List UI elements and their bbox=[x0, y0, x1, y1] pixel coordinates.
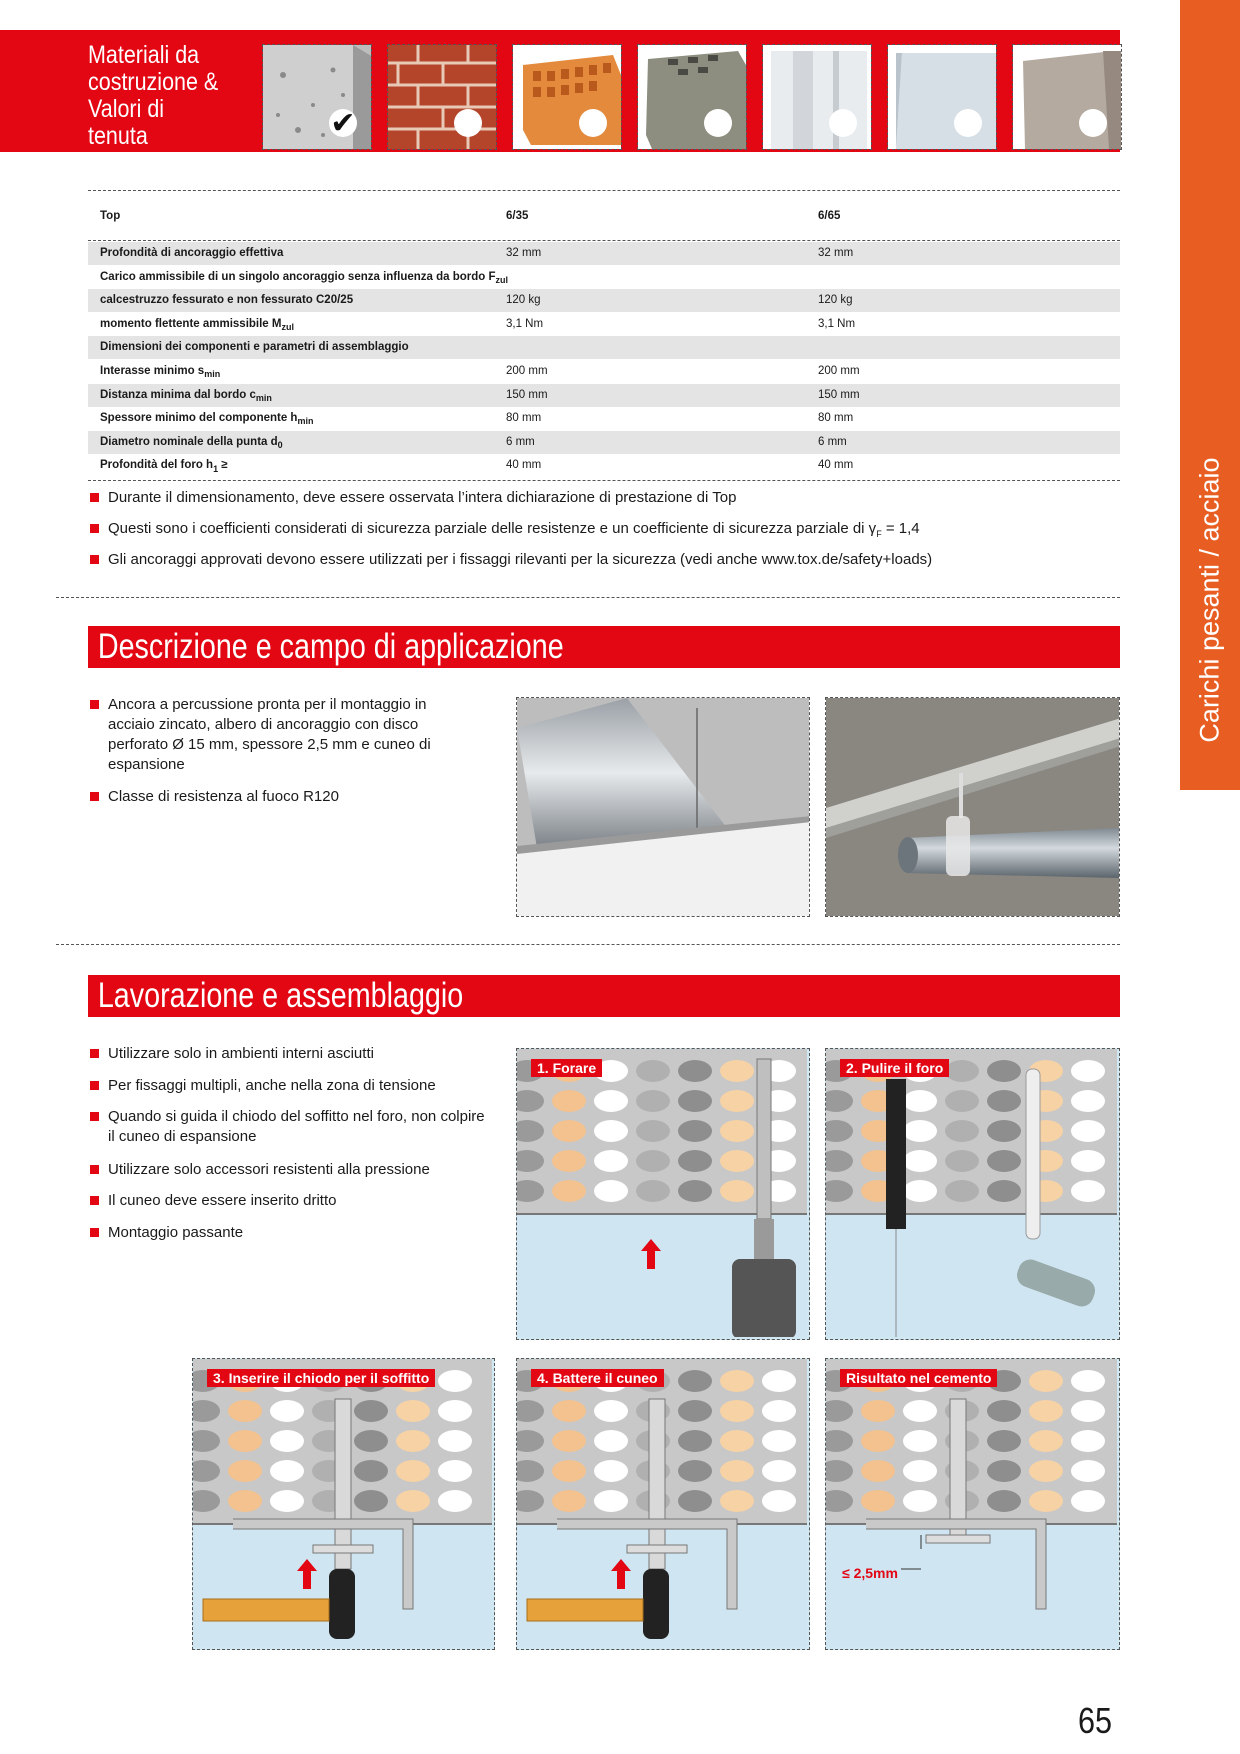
table-row bbox=[88, 384, 1120, 407]
table-cell: 150 mm bbox=[506, 388, 548, 401]
description-section-header bbox=[88, 626, 1120, 668]
table-top-divider bbox=[88, 190, 1120, 191]
table-cell: 3,1 Nm bbox=[818, 317, 856, 330]
table-row-label: calcestruzzo fessurato e non fessurato C20/25 bbox=[100, 294, 354, 307]
table-cell: 6 mm bbox=[818, 435, 847, 448]
step-label: 3. Inserire il chiodo per il soffitto bbox=[207, 1369, 435, 1387]
empty-circle-icon bbox=[954, 109, 982, 137]
table-header-product: Top bbox=[100, 210, 121, 222]
side-tab-label: Carichi pesanti / acciaio bbox=[1194, 457, 1225, 743]
title-line-2: costruzione & bbox=[88, 68, 219, 96]
material-tile-lightweight-block bbox=[637, 44, 747, 150]
processing-bullet bbox=[90, 1191, 490, 1213]
table-row-label: Profondità di ancoraggio effettiva bbox=[100, 247, 284, 259]
description-text: Classe di resistenza al fuoco R120 bbox=[108, 788, 339, 805]
bullet-square-icon bbox=[90, 1196, 99, 1205]
bullet-square-icon bbox=[90, 1165, 99, 1174]
concrete-image bbox=[263, 45, 372, 150]
table-row bbox=[88, 313, 1120, 336]
page-title bbox=[88, 42, 226, 150]
table-row-label: momento flettente ammissibile M bbox=[100, 317, 282, 330]
table-row-label: Interasse minimo s bbox=[100, 365, 205, 377]
processing-bullet bbox=[90, 1160, 490, 1182]
material-tile-brick bbox=[387, 44, 497, 150]
material-tile-aerated-concrete bbox=[1012, 44, 1122, 150]
bullet-square-icon bbox=[90, 792, 99, 801]
table-row-label-wrap: Interasse minimo $s_{min}$ bbox=[100, 365, 221, 380]
table-row-label-wrap bbox=[100, 336, 409, 362]
table-row-label: Spessore minimo del componente h bbox=[100, 412, 298, 425]
processing-text: Montaggio passante bbox=[108, 1224, 244, 1241]
material-tile-hollow-brick bbox=[512, 44, 622, 150]
clean-illustration bbox=[826, 1049, 1117, 1337]
table-cell: 40 mm bbox=[506, 459, 542, 472]
empty-circle-icon bbox=[829, 109, 857, 137]
note-text: Questi sono i coefficienti considerati di sicurezza parziale delle resistenze e un coefficiente di sicurezza parziale di $\gamma_F = 1,4$ bbox=[108, 520, 920, 539]
empty-circle-icon bbox=[1079, 109, 1107, 137]
table-row bbox=[88, 266, 1120, 289]
note-item bbox=[90, 519, 1120, 541]
bullet-square-icon bbox=[90, 1049, 99, 1058]
table-row-label-wrap: Carico ammissibile di un singolo ancoraggio senza influenza da bordo $F_{zul}$ bbox=[100, 270, 509, 285]
table-cell: 6 mm bbox=[506, 435, 535, 448]
drywall-image bbox=[763, 45, 872, 150]
table-cell: 80 mm bbox=[818, 412, 854, 425]
description-title: Descrizione e campo di applicazione bbox=[97, 627, 564, 666]
table-header bbox=[88, 205, 1120, 228]
processing-section-header bbox=[88, 975, 1120, 1017]
processing-bullet bbox=[90, 1076, 490, 1098]
processing-title: Lavorazione e assemblaggio bbox=[97, 976, 464, 1015]
table-row-label: Distanza minima dal bordo c bbox=[100, 388, 256, 401]
note-text: Durante il dimensionamento, deve essere osservata l’intera dichiarazione di prestazione di Top bbox=[108, 489, 737, 506]
table-row bbox=[88, 407, 1120, 430]
table-row bbox=[88, 289, 1120, 312]
table-cell: 200 mm bbox=[506, 365, 548, 377]
ceiling-pipe-photo bbox=[825, 697, 1120, 917]
table-header-col1: 6/35 bbox=[506, 210, 529, 222]
table-cell: 32 mm bbox=[506, 247, 542, 259]
step-label: 1. Forare bbox=[531, 1059, 602, 1077]
processing-text: Il cuneo deve essere inserito dritto bbox=[108, 1192, 337, 1209]
page-number: 65 bbox=[1078, 1700, 1113, 1741]
drill-illustration bbox=[517, 1049, 807, 1337]
table-cell: 3,1 Nm bbox=[506, 317, 544, 330]
table-row bbox=[88, 242, 1120, 265]
table-row-label-wrap: Distanza minima dal bordo $c_{min}$ bbox=[100, 388, 272, 403]
hollow-brick-image bbox=[513, 45, 622, 150]
ceiling-duct-photo bbox=[516, 697, 810, 917]
bullet-square-icon bbox=[90, 555, 99, 564]
table-cell: 150 mm bbox=[818, 388, 860, 401]
table-cell: 80 mm bbox=[506, 412, 542, 425]
insert-illustration bbox=[193, 1359, 492, 1647]
processing-text: Per fissaggi multipli, anche nella zona di tensione bbox=[108, 1077, 436, 1094]
table-cell: 200 mm bbox=[818, 365, 860, 377]
processing-bullet bbox=[90, 1223, 490, 1245]
table-bottom-divider bbox=[88, 480, 1120, 481]
empty-circle-icon bbox=[579, 109, 607, 137]
table-cell: 32 mm bbox=[818, 247, 854, 259]
check-icon: ✔ bbox=[330, 106, 356, 140]
step-clean-panel bbox=[825, 1048, 1120, 1340]
brick-image bbox=[388, 45, 497, 150]
result-illustration bbox=[826, 1359, 1117, 1647]
table-row-label-wrap: Profondità del foro $h_1$ ≥ bbox=[100, 459, 228, 474]
table-row-label-wrap: Diametro nominale della punta $d_0$ bbox=[100, 435, 283, 451]
material-tile-concrete bbox=[262, 44, 372, 150]
section-divider bbox=[56, 944, 1120, 945]
ceiling-pipe-image bbox=[826, 698, 1120, 917]
table-cell: 120 kg bbox=[818, 294, 853, 307]
description-bullet bbox=[90, 787, 470, 809]
gypsum-board-image bbox=[888, 45, 997, 150]
empty-circle-icon bbox=[454, 109, 482, 137]
table-cell: 120 kg bbox=[506, 294, 541, 307]
lightweight-block-image bbox=[638, 45, 747, 150]
bullet-square-icon bbox=[90, 493, 99, 502]
table-row-label-wrap bbox=[100, 242, 283, 268]
side-tab bbox=[1180, 0, 1240, 790]
table-row bbox=[88, 360, 1120, 383]
step-label: 4. Battere il cuneo bbox=[531, 1369, 664, 1387]
table-row bbox=[88, 454, 1120, 477]
processing-text: Utilizzare solo in ambienti interni asciutti bbox=[108, 1045, 374, 1062]
ceiling-duct-image bbox=[517, 698, 810, 917]
step-drill-panel bbox=[516, 1048, 810, 1340]
table-header-divider bbox=[88, 240, 1120, 241]
table-row-label: Dimensioni dei componenti e parametri di assemblaggio bbox=[100, 341, 409, 354]
empty-circle-icon bbox=[704, 109, 732, 137]
title-line-1: Materiali da bbox=[88, 41, 200, 69]
note-item bbox=[90, 550, 1120, 572]
processing-bullet bbox=[90, 1107, 490, 1149]
table-row-label-wrap bbox=[100, 289, 353, 315]
table-row-label: Diametro nominale della punta d bbox=[100, 435, 278, 448]
step-result-panel bbox=[825, 1358, 1120, 1650]
gap-label: ≤ 2,5mm bbox=[842, 1565, 898, 1581]
note-item bbox=[90, 488, 1120, 510]
material-tile-drywall bbox=[762, 44, 872, 150]
processing-bullet bbox=[90, 1044, 490, 1066]
hammer-illustration bbox=[517, 1359, 807, 1647]
table-row-label: Profondità del foro h bbox=[100, 459, 214, 472]
table-cell: 40 mm bbox=[818, 459, 854, 472]
step-label: Risultato nel cemento bbox=[840, 1369, 997, 1387]
step-label: 2. Pulire il foro bbox=[840, 1059, 949, 1077]
table-row-label: Carico ammissibile di un singolo ancoraggio senza influenza da bordo F bbox=[100, 270, 496, 283]
note-text: Gli ancoraggi approvati devono essere utilizzati per i fissaggi rilevanti per la sicurezza (vedi anche www.tox.de/safety+loads) bbox=[108, 551, 933, 568]
bullet-square-icon bbox=[90, 700, 99, 709]
title-line-3: Valori di tenuta bbox=[88, 95, 165, 150]
table-row bbox=[88, 336, 1120, 359]
aerated-concrete-image bbox=[1013, 45, 1122, 150]
table-row-label-wrap: Spessore minimo del componente $h_{min}$ bbox=[100, 412, 314, 427]
step-insert-panel bbox=[192, 1358, 495, 1650]
table-row-label-wrap: momento flettente ammissibile $M_{zul}$ bbox=[100, 317, 294, 333]
processing-text: Utilizzare solo accessori resistenti alla pressione bbox=[108, 1161, 430, 1178]
bullet-square-icon bbox=[90, 1228, 99, 1237]
processing-text: Quando si guida il chiodo del soffitto nel foro, non colpire il cuneo di espansione bbox=[108, 1108, 485, 1145]
description-bullet bbox=[90, 695, 470, 775]
step-hammer-panel bbox=[516, 1358, 810, 1650]
bullet-square-icon bbox=[90, 1081, 99, 1090]
table-row bbox=[88, 431, 1120, 454]
material-tile-gypsum-board bbox=[887, 44, 997, 150]
table-header-col2: 6/65 bbox=[818, 210, 841, 222]
bullet-square-icon bbox=[90, 1112, 99, 1121]
bullet-square-icon bbox=[90, 524, 99, 533]
description-text: Ancora a percussione pronta per il montaggio in acciaio zincato, albero di ancoraggio con disco perforato Ø 15 mm, spessore 2,5 mm e cuneo di espansione bbox=[108, 696, 431, 773]
section-divider bbox=[56, 597, 1120, 598]
